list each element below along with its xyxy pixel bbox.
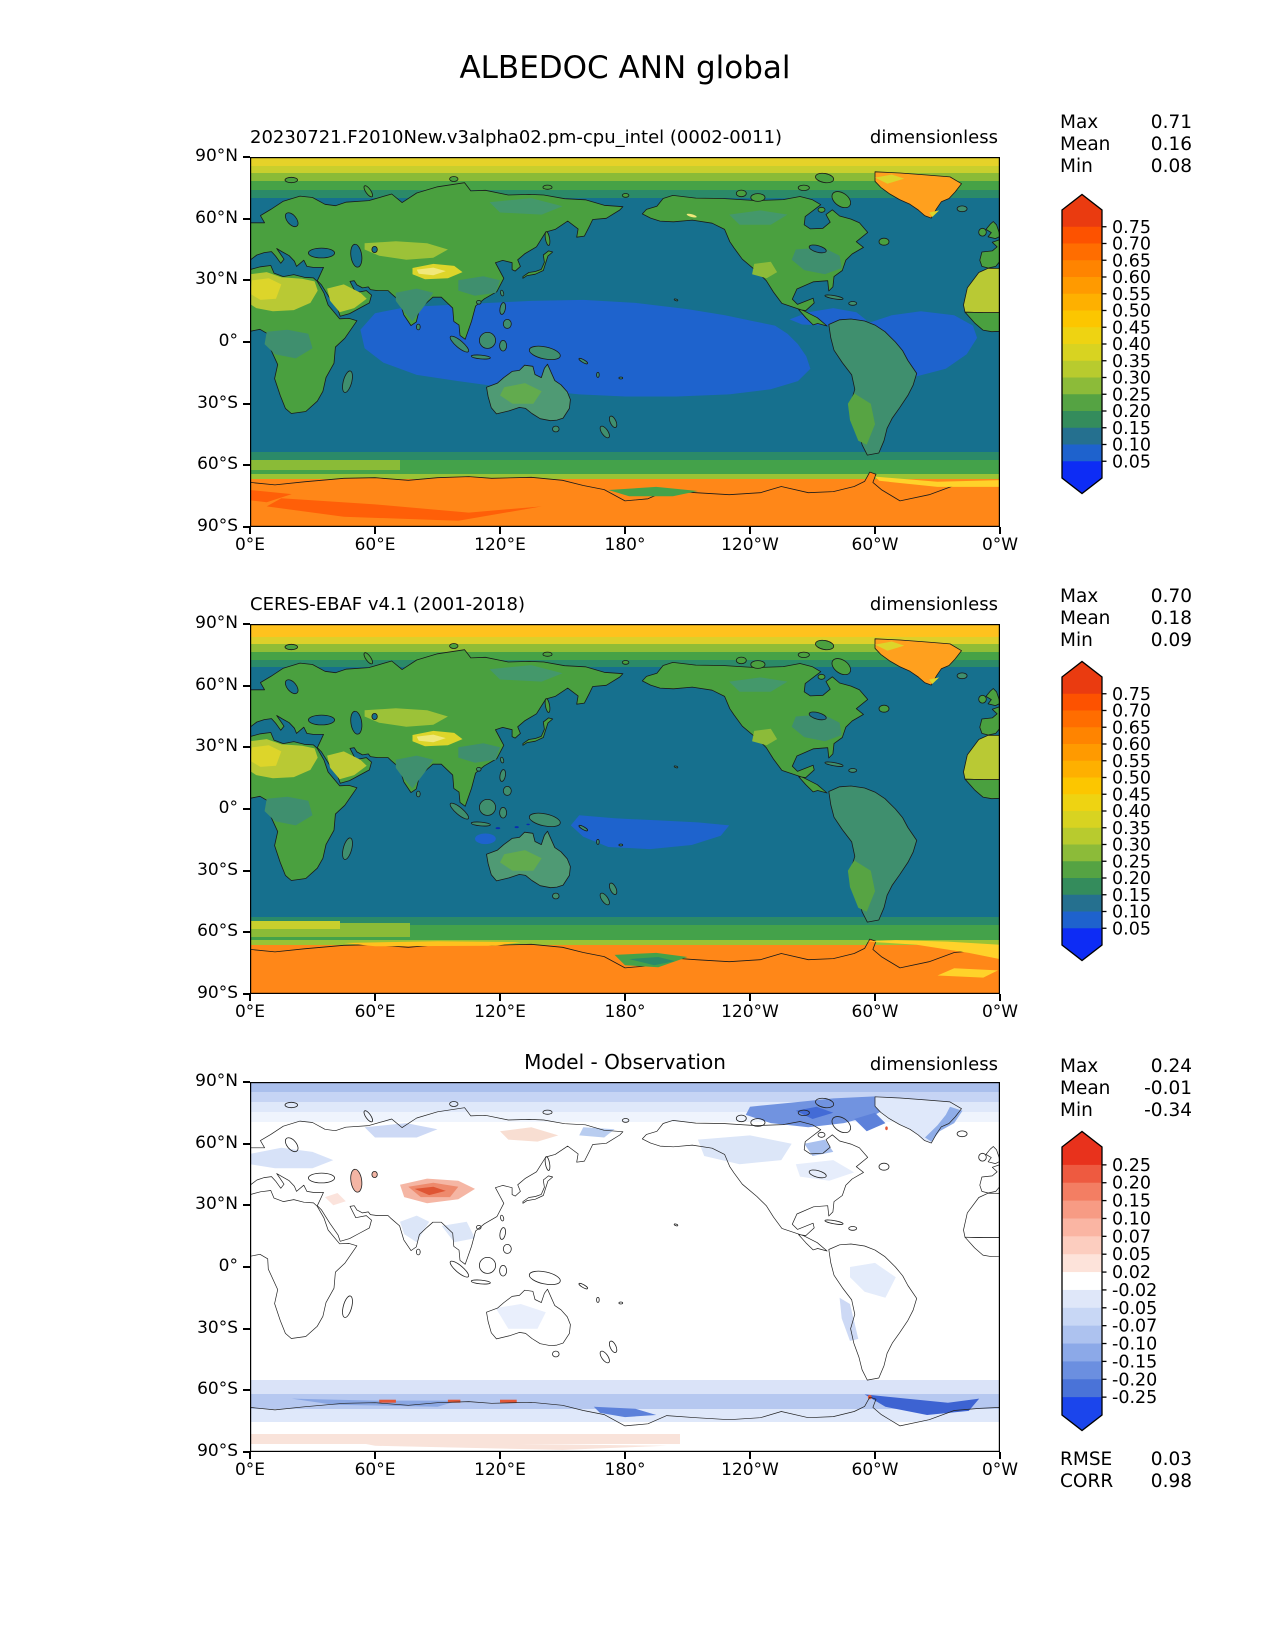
stat-label: RMSE (1060, 1449, 1113, 1470)
y-tick-label: 90°N (195, 146, 238, 166)
y-tick-label: 90°S (197, 983, 238, 1003)
x-tick (624, 994, 626, 1001)
y-tick-label: 60°N (195, 207, 238, 228)
panel-title-model: 20230721.F2010New.v3alpha02.pm-cpu_intel (0002-0011) (250, 127, 783, 148)
stat-row (1060, 112, 1192, 134)
units-label-diff: dimensionless (869, 1054, 998, 1075)
y-tick-label: 90°S (197, 1441, 238, 1461)
colorbar-tick-label: -0.05 (1112, 1298, 1158, 1319)
stat-label: Mean (1060, 608, 1111, 629)
x-tick-label: 0°W (981, 535, 1019, 555)
colorbar-svg-model (1050, 191, 1200, 503)
x-tick-label: 120°E (474, 1460, 526, 1480)
y-tick-label: 30°N (195, 736, 238, 757)
y-tick (243, 685, 250, 687)
y-tick-label: 90°N (195, 1071, 238, 1091)
map-model (250, 157, 1000, 527)
stat-value: 0.09 (1150, 630, 1192, 651)
x-tick-label: 0°W (981, 1002, 1019, 1022)
stat-value: 0.71 (1150, 112, 1192, 133)
y-tick (243, 993, 250, 995)
colorbar-tick-label: 0.35 (1112, 818, 1151, 839)
stat-label: Max (1060, 1056, 1099, 1077)
colorbar-tick-label: 0.70 (1112, 701, 1151, 722)
stat-row (1060, 608, 1192, 630)
x-tick-label: 0°E (234, 1460, 266, 1480)
extra-stats-block (1060, 1449, 1192, 1493)
y-tick-label: 30°N (195, 1194, 238, 1215)
x-tick (874, 1452, 876, 1459)
y-tick (243, 1451, 250, 1453)
x-tick (499, 527, 501, 534)
y-tick-label: 0° (218, 1256, 238, 1276)
y-tick (243, 1143, 250, 1145)
x-tick (624, 527, 626, 534)
y-tick (243, 746, 250, 748)
stat-label: Mean (1060, 134, 1111, 155)
panel-title-diff: Model - Observation (524, 1050, 726, 1074)
x-tick (999, 994, 1001, 1001)
x-tick (874, 527, 876, 534)
stat-row (1060, 1471, 1192, 1493)
colorbar-tick-label: -0.25 (1112, 1388, 1158, 1409)
x-tick-label: 60°E (354, 1002, 396, 1022)
y-tick (243, 1389, 250, 1391)
x-tick-label: 180° (604, 1002, 646, 1022)
stat-row (1060, 630, 1192, 652)
stat-label: Max (1060, 112, 1099, 133)
colorbar-tick-label: 0.05 (1112, 919, 1151, 940)
stat-row (1060, 134, 1192, 156)
stat-value: -0.34 (1144, 1100, 1192, 1121)
y-tick-label: 60°S (197, 921, 238, 942)
stats-block-diff (1060, 1056, 1192, 1122)
colorbar-tick-label: -0.20 (1112, 1370, 1158, 1391)
y-tick (243, 1081, 250, 1083)
stat-label: Min (1060, 1100, 1093, 1121)
colorbar-diff (1050, 1127, 1200, 1443)
stat-row (1060, 1078, 1192, 1100)
x-tick-label: 60°E (354, 1460, 396, 1480)
map-svg-obs (250, 624, 1000, 994)
colorbar-tick-label: 0.30 (1112, 368, 1151, 389)
colorbar-tick-label: 0.65 (1112, 718, 1151, 739)
colorbar-tick-label: 0.55 (1112, 284, 1151, 305)
colorbar-tick-label: 0.40 (1112, 802, 1151, 822)
x-tick-label: 120°W (721, 1460, 779, 1480)
stat-label: Min (1060, 630, 1093, 651)
colorbar-tick-label: 0.02 (1112, 1263, 1151, 1284)
stat-label: CORR (1060, 1471, 1114, 1492)
colorbar-tick-label: 0.55 (1112, 751, 1151, 772)
x-tick (249, 994, 251, 1001)
y-tick (243, 623, 250, 625)
colorbar-tick-label: -0.02 (1112, 1280, 1158, 1301)
stat-row (1060, 156, 1192, 178)
map-obs (250, 624, 1000, 994)
stat-value: -0.01 (1144, 1078, 1192, 1099)
colorbar-tick-label: 0.45 (1112, 785, 1151, 806)
x-tick (249, 1452, 251, 1459)
y-tick-label: 90°N (195, 613, 238, 633)
x-tick (624, 1452, 626, 1459)
colorbar-tick-label: 0.25 (1112, 1155, 1151, 1176)
stat-label: Mean (1060, 1078, 1111, 1099)
stat-value: 0.16 (1150, 134, 1192, 155)
y-tick (243, 279, 250, 281)
y-tick (243, 808, 250, 810)
stat-value: 0.24 (1150, 1056, 1192, 1077)
colorbar-tick-label: 0.75 (1112, 684, 1151, 705)
units-label-obs: dimensionless (869, 594, 998, 615)
colorbar-tick-label: 0.10 (1112, 435, 1151, 456)
y-tick (243, 1266, 250, 1268)
x-tick-label: 60°W (851, 535, 899, 555)
stat-row (1060, 1056, 1192, 1078)
colorbar-tick-label: 0.05 (1112, 1245, 1151, 1266)
y-tick (243, 870, 250, 872)
stat-row (1060, 1449, 1192, 1471)
x-tick-label: 180° (604, 535, 646, 555)
colorbar-tick-label: -0.07 (1112, 1316, 1158, 1337)
colorbar-tick-label: -0.10 (1112, 1334, 1158, 1355)
x-tick-label: 180° (604, 1460, 646, 1480)
colorbar-tick-label: -0.15 (1112, 1352, 1158, 1373)
x-tick (499, 994, 501, 1001)
y-tick-label: 60°S (197, 454, 238, 475)
stat-value: 0.08 (1150, 156, 1192, 177)
colorbar-tick-label: 0.50 (1112, 768, 1151, 789)
units-label-model: dimensionless (869, 127, 998, 148)
y-tick-label: 60°S (197, 1379, 238, 1400)
y-tick-label: 60°N (195, 1132, 238, 1153)
x-tick-label: 120°E (474, 1002, 526, 1022)
colorbar-tick-label: 0.25 (1112, 852, 1151, 873)
y-tick-label: 0° (218, 798, 238, 818)
x-tick-label: 0°E (234, 1002, 266, 1022)
stat-value: 0.70 (1150, 586, 1192, 607)
x-tick (749, 1452, 751, 1459)
x-tick-label: 0°W (981, 1460, 1019, 1480)
y-tick-label: 0° (218, 331, 238, 351)
stat-row (1060, 586, 1192, 608)
colorbar-tick-label: 0.60 (1112, 268, 1151, 288)
colorbar-tick-label: 0.65 (1112, 251, 1151, 272)
x-tick (249, 527, 251, 534)
x-tick-label: 0°E (234, 535, 266, 555)
y-tick-label: 60°N (195, 674, 238, 695)
y-tick-label: 30°S (197, 859, 238, 880)
y-tick (243, 931, 250, 933)
x-tick (499, 1452, 501, 1459)
colorbar-tick-label: 0.07 (1112, 1227, 1151, 1248)
map-svg-model (250, 157, 1000, 527)
colorbar-tick-label: 0.60 (1112, 735, 1151, 755)
colorbar-tick-label: 0.70 (1112, 234, 1151, 255)
y-tick (243, 341, 250, 343)
colorbar-albedo-model (1050, 191, 1200, 507)
x-tick-label: 60°E (354, 535, 396, 555)
stat-value: 0.98 (1150, 1471, 1192, 1492)
colorbar-tick-label: 0.25 (1112, 385, 1151, 406)
colorbar-tick-label: 0.10 (1112, 902, 1151, 923)
colorbar-svg-obs (1050, 658, 1200, 970)
stat-value: 0.03 (1150, 1449, 1192, 1470)
x-tick (749, 527, 751, 534)
map-svg-diff (250, 1082, 1000, 1452)
x-tick (374, 994, 376, 1001)
y-tick (243, 526, 250, 528)
colorbar-tick-label: 0.10 (1112, 1209, 1151, 1230)
y-tick (243, 218, 250, 220)
x-tick-label: 120°W (721, 1002, 779, 1022)
x-tick (999, 1452, 1001, 1459)
colorbar-tick-label: 0.20 (1112, 402, 1151, 422)
y-tick-label: 30°N (195, 269, 238, 290)
y-tick (243, 1328, 250, 1330)
colorbar-tick-label: 0.20 (1112, 1173, 1151, 1194)
colorbar-tick-label: 0.05 (1112, 452, 1151, 473)
y-tick (243, 464, 250, 466)
colorbar-tick-label: 0.75 (1112, 217, 1151, 238)
y-tick (243, 1204, 250, 1206)
map-diff (250, 1082, 1000, 1452)
colorbar-tick-label: 0.40 (1112, 335, 1151, 355)
stat-row (1060, 1100, 1192, 1122)
colorbar-tick-label: 0.15 (1112, 418, 1151, 439)
x-tick (374, 1452, 376, 1459)
figure-title: ALBEDOC ANN global (459, 50, 791, 86)
x-tick-label: 120°E (474, 535, 526, 555)
colorbar-tick-label: 0.45 (1112, 318, 1151, 339)
x-tick (749, 994, 751, 1001)
y-tick (243, 403, 250, 405)
x-tick (374, 527, 376, 534)
y-tick-label: 30°S (197, 1317, 238, 1338)
x-tick (999, 527, 1001, 534)
x-tick-label: 60°W (851, 1002, 899, 1022)
stat-value: 0.18 (1150, 608, 1192, 629)
stats-block-model (1060, 112, 1192, 178)
y-tick-label: 30°S (197, 392, 238, 413)
stat-label: Max (1060, 586, 1099, 607)
colorbar-tick-label: 0.30 (1112, 835, 1151, 856)
x-tick-label: 60°W (851, 1460, 899, 1480)
x-tick (874, 994, 876, 1001)
colorbar-tick-label: 0.15 (1112, 1191, 1151, 1212)
colorbar-tick-label: 0.20 (1112, 869, 1151, 889)
colorbar-tick-label: 0.50 (1112, 301, 1151, 322)
colorbar-tick-label: 0.15 (1112, 885, 1151, 906)
colorbar-tick-label: 0.35 (1112, 351, 1151, 372)
y-tick-label: 90°S (197, 516, 238, 536)
colorbar-svg-diff (1050, 1127, 1200, 1439)
stats-block-obs (1060, 586, 1192, 652)
panel-title-obs: CERES-EBAF v4.1 (2001-2018) (250, 594, 526, 615)
y-tick (243, 156, 250, 158)
stat-label: Min (1060, 156, 1093, 177)
x-tick-label: 120°W (721, 535, 779, 555)
colorbar-albedo-obs (1050, 658, 1200, 974)
